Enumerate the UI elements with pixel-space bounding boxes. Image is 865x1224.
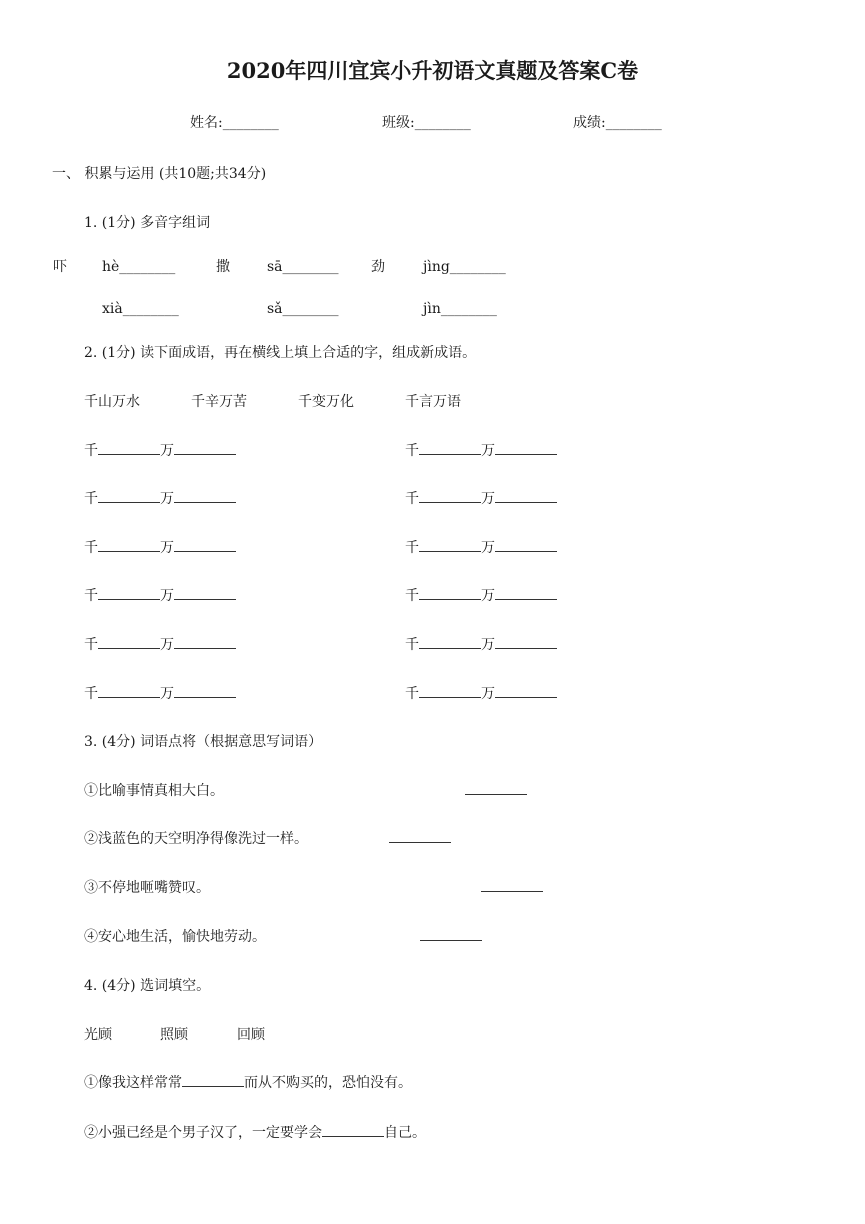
question-3-stem: 3. (4分) 词语点将（根据意思写词语） [84,734,323,750]
fill-sentence-2: ②小强已经是个男子汉了，一定要学会 自己。 [84,1125,426,1141]
pinyin-blank: jìn________ [423,301,497,317]
pinyin-blank: jìng________ [423,259,506,275]
page-title: 2020年四川宜宾小升初语文真题及答案C卷 [226,58,639,83]
definition-item: ④安心地生活，愉快地劳动。 [84,929,266,945]
fill-sentence-1: ①像我这样常常 而从不购买的，恐怕没有。 [84,1075,412,1091]
idiom-blank-row: 千 万 [405,685,557,703]
answer-blank [389,830,451,848]
class-field: 班级:________ [382,115,471,131]
idiom: 千变万化 [298,394,354,410]
idiom: 千言万语 [405,394,461,410]
definition-item: ③不停地咂嘴赞叹。 [84,880,210,896]
word-choice: 光顾 [84,1027,112,1043]
polyphone-char: 劲 [371,259,385,275]
definition-item: ①比喻事情真相大白。 [84,783,224,799]
pinyin-blank: hè________ [102,259,176,275]
idiom-blank-row: 千 万 [405,587,557,605]
idiom-blank-row: 千 万 [84,685,236,703]
idiom-blank-row: 千 万 [84,490,236,508]
score-field: 成绩:________ [573,115,662,131]
idiom-blank-row: 千 万 [84,539,236,557]
definition-item: ②浅蓝色的天空明净得像洗过一样。 [84,831,308,847]
section-heading: 一、 积累与运用 (共10题;共34分) [52,166,267,182]
answer-blank [420,928,482,946]
answer-blank [481,879,543,897]
pinyin-blank: xià________ [102,301,179,317]
pinyin-blank: sǎ________ [267,301,339,317]
pinyin-blank: sā________ [267,259,339,275]
word-choice: 照顾 [160,1027,188,1043]
question-4-stem: 4. (4分) 选词填空。 [84,978,211,994]
polyphone-char: 撒 [216,259,230,275]
word-choice: 回顾 [237,1027,265,1043]
question-1-stem: 1. (1分) 多音字组词 [84,215,211,231]
idiom: 千辛万苦 [191,394,247,410]
answer-blank [465,782,527,800]
polyphone-char: 吓 [53,259,67,275]
name-field: 姓名:________ [190,115,279,131]
question-2-stem: 2. (1分) 读下面成语，再在横线上填上合适的字，组成新成语。 [84,345,477,361]
idiom: 千山万水 [84,394,140,410]
idiom-blank-row: 千 万 [84,587,236,605]
idiom-blank-row: 千 万 [84,442,236,460]
idiom-blank-row: 千 万 [405,490,557,508]
idiom-blank-row: 千 万 [405,539,557,557]
idiom-blank-row: 千 万 [405,442,557,460]
idiom-blank-row: 千 万 [405,636,557,654]
idiom-blank-row: 千 万 [84,636,236,654]
